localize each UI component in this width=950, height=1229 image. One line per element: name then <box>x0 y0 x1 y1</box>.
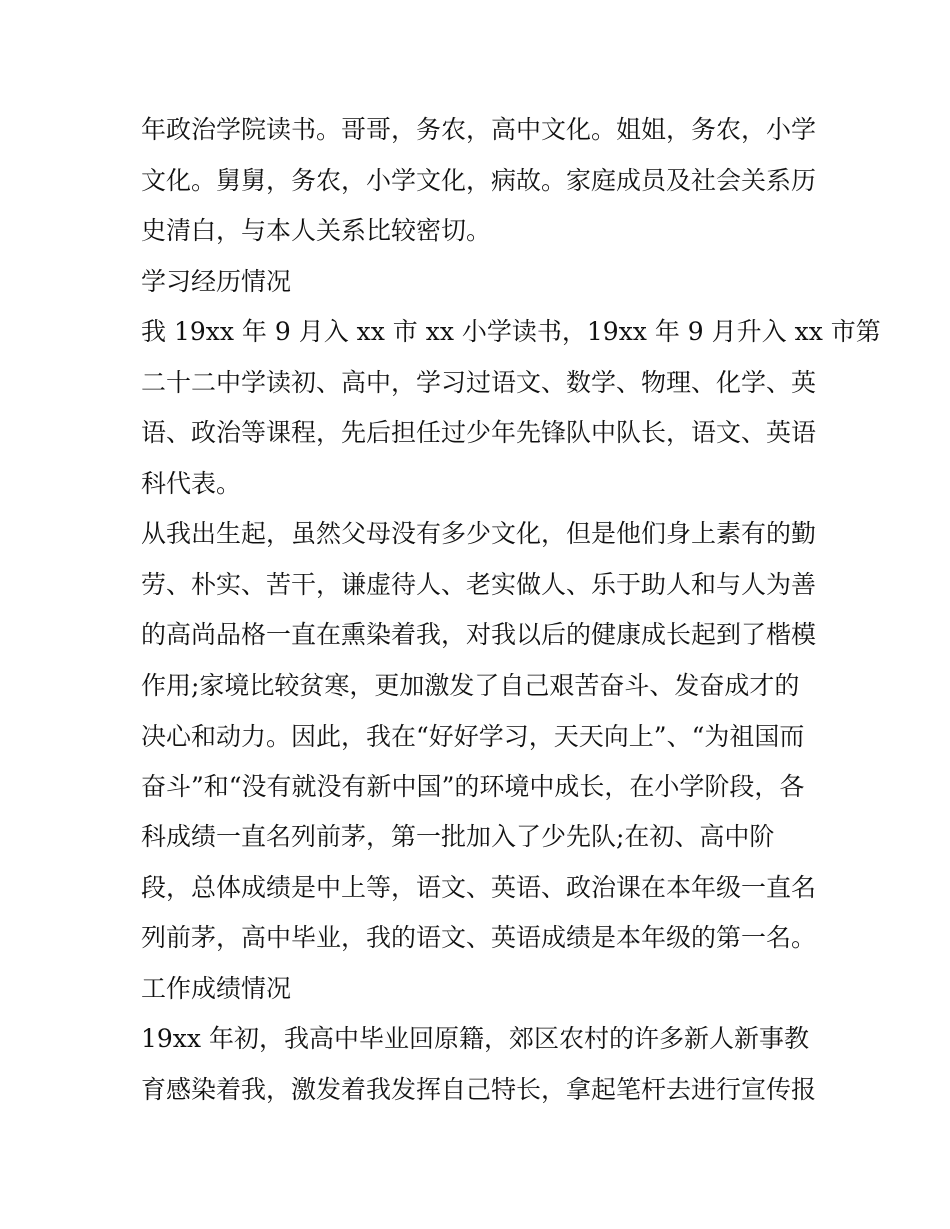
section-heading: 工作成绩情况 <box>141 974 292 1003</box>
text-line: 科成绩一直名列前茅，第一批加入了少先队;在初、高中阶 <box>141 822 775 851</box>
text-line: 语、政治等课程，先后担任过少年先锋队中队长，语文、英语 <box>141 418 817 447</box>
text-line: 决心和动力。因此，我在“好好学习，天天向上”、“为祖国而 <box>141 722 805 751</box>
text-line: 科代表。 <box>141 469 242 498</box>
text-line: 19xx 年初，我高中毕业回原籍，郊区农村的许多新人新事教 <box>141 1024 809 1053</box>
text-line: 文化。舅舅，务农，小学文化，病故。家庭成员及社会关系历 <box>141 166 817 195</box>
text-line: 二十二中学读初、高中，学习过语文、数学、物理、化学、英 <box>141 368 817 397</box>
text-line: 奋斗”和“没有就没有新中国”的环境中成长，在小学阶段，各 <box>141 772 805 801</box>
text-line: 年政治学院读书。哥哥，务农，高中文化。姐姐，务农，小学 <box>141 115 817 144</box>
text-line: 段，总体成绩是中上等，语文、英语、政治课在本年级一直名 <box>141 873 817 902</box>
text-line: 史清白，与本人关系比较密切。 <box>141 216 492 245</box>
text-line: 劳、朴实、苦干，谦虚待人、老实做人、乐于助人和与人为善 <box>141 570 817 599</box>
text-line: 列前茅，高中毕业，我的语文、英语成绩是本年级的第一名。 <box>141 923 817 952</box>
text-line: 育感染着我，激发着我发挥自己特长，拿起笔杆去进行宣传报 <box>141 1075 817 1104</box>
text-line: 的高尚品格一直在熏染着我，对我以后的健康成长起到了楷模 <box>141 620 817 649</box>
text-line: 我 19xx 年 9 月入 xx 市 xx 小学读书，19xx 年 9 月升入 xx 市第 <box>141 317 881 346</box>
text-line: 作用;家境比较贫寒，更加激发了自己艰苦奋斗、发奋成才的 <box>141 671 800 700</box>
text-line: 从我出生起，虽然父母没有多少文化，但是他们身上素有的勤 <box>141 519 817 548</box>
section-heading: 学习经历情况 <box>141 267 292 296</box>
